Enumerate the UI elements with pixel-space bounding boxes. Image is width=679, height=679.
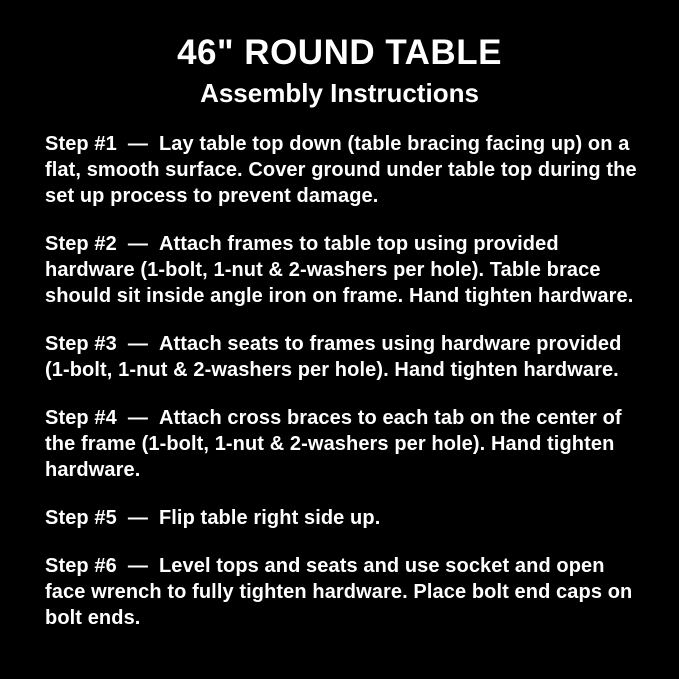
step-6 [45,553,639,631]
step-5-dash: — [127,507,148,530]
step-4 [45,405,639,483]
step-6-text: Level tops and seats and use socket and open face wrench to fully tighten hardware. Place bolt end caps on bolt ends. [45,555,633,630]
step-5 [45,505,639,531]
step-6-label: Step #6 [45,555,117,578]
step-1-label: Step #1 [45,133,117,156]
step-4-dash: — [127,407,148,430]
page-title: 46" ROUND TABLE [177,33,502,72]
step-2-label: Step #2 [45,233,117,256]
step-4-label: Step #4 [45,407,117,430]
step-4-text: Attach cross braces to each tab on the center of the frame (1-bolt, 1-nut & 2-washers per hole). Hand tighten hardware. [45,407,622,482]
step-6-dash: — [127,555,148,578]
steps-list [45,131,639,631]
step-3-text: Attach seats to frames using hardware provided (1-bolt, 1-nut & 2-washers per hole). Hand tighten hardware. [45,333,622,382]
page-subtitle: Assembly Instructions [200,77,479,108]
step-1-dash: — [127,133,148,156]
step-1 [45,131,639,209]
step-3 [45,331,639,383]
step-3-dash: — [127,333,148,356]
step-2 [45,231,639,309]
step-1-text: Lay table top down (table bracing facing up) on a flat, smooth surface. Cover ground under table top during the set up process to prevent damage. [45,133,637,208]
step-2-text: Attach frames to table top using provided hardware (1-bolt, 1-nut & 2-washers per hole). Table brace should sit inside angle iron on frame. Hand tighten hardware. [45,233,634,308]
step-5-label: Step #5 [45,507,117,530]
step-5-text: Flip table right side up. [158,507,381,530]
step-3-label: Step #3 [45,333,117,356]
step-2-dash: — [127,233,148,256]
